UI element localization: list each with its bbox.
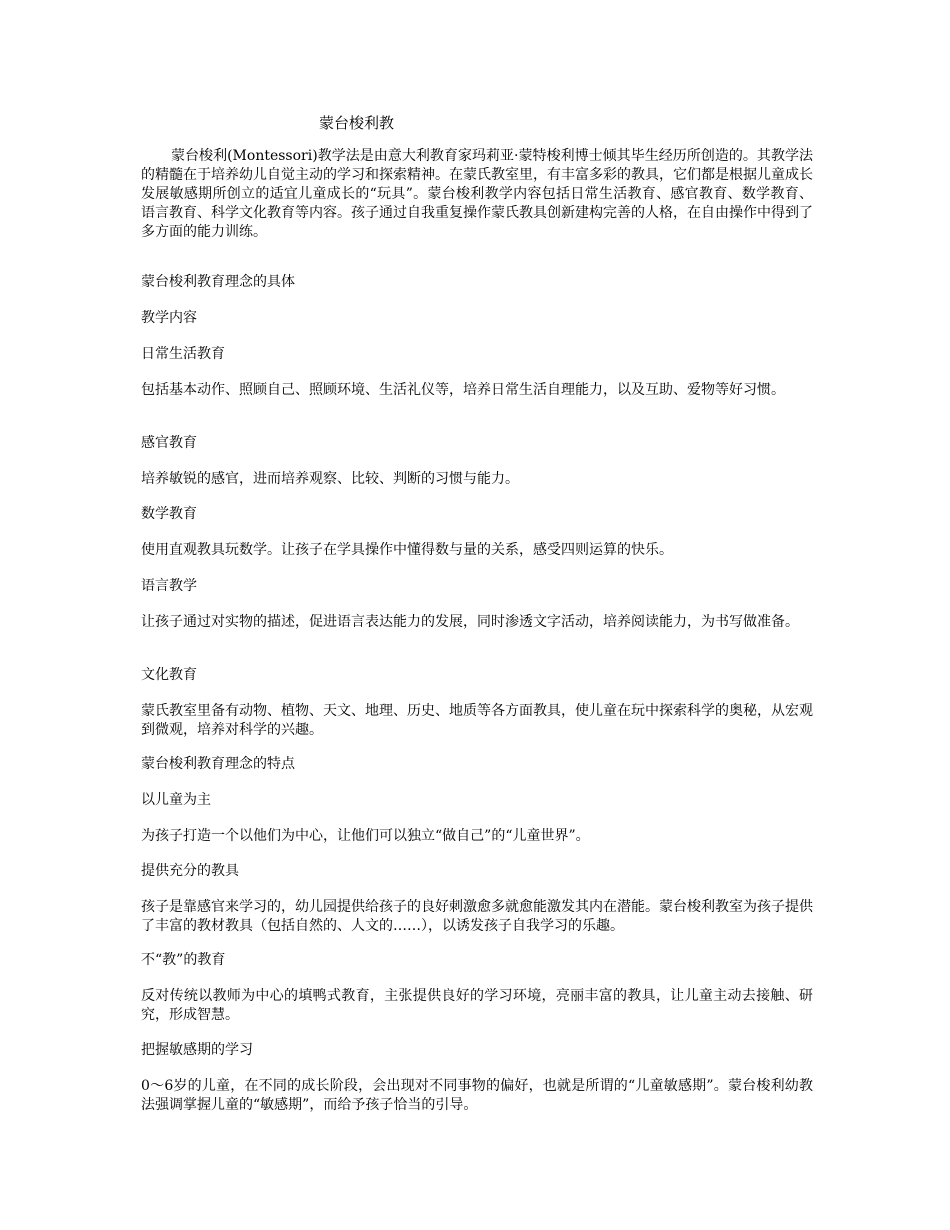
section-heading-features: 蒙台梭利教育理念的特点 (141, 756, 295, 772)
subheading-math: 数学教育 (141, 506, 197, 522)
document-title: 蒙台梭利教 (319, 114, 395, 132)
paragraph-sensory: 培养敏锐的感官，进而培养观察、比较、判断的习惯与能力。 (141, 471, 519, 487)
paragraph-sensitive-period: 0～6岁的儿童，在不同的成长阶段，会出现对不同事物的偏好，也就是所谓的“儿童敏感期”。蒙台梭利幼教法强调掌握儿童的“敏感期”，而给予孩子恰当的引导。 (141, 1078, 813, 1113)
paragraph-math: 使用直观教具玩数学。让孩子在学具操作中懂得数与量的关系，感受四则运算的快乐。 (141, 542, 673, 558)
paragraph-culture: 蒙氏教室里备有动物、植物、天文、地理、历史、地质等各方面教具，使儿童在玩中探索科学的奥秘，从宏观到微观，培养对科学的兴趣。 (141, 703, 813, 738)
subheading-language: 语言教学 (141, 578, 197, 594)
subheading-daily-life: 日常生活教育 (141, 346, 225, 362)
subheading-sensitive-period: 把握敏感期的学习 (141, 1042, 253, 1058)
paragraph-language: 让孩子通过对实物的描述，促进语言表达能力的发展，同时渗透文字活动，培养阅读能力，为书写做准备。 (141, 614, 799, 630)
section-heading-concept: 蒙台梭利教育理念的具体 (141, 274, 295, 290)
subheading-culture: 文化教育 (141, 667, 197, 683)
intro-paragraph: 蒙台梭利(Montessori)教学法是由意大利教育家玛莉亚·蒙特梭利博士倾其毕生经历所创造的。其教学法的精髓在于培养幼儿自觉主动的学习和探索精神。在蒙氏教室里，有丰富多彩的教具，它们都是根据儿童成长发展敏感期所创立的适宜儿童成长的“玩具”。蒙台梭利教学内容包括日常生活教育、感官教育、数学教育、语言教育、科学文化教育等内容。孩子通过自我重复操作蒙氏教具创新建构完善的人格，在自由操作中得到了多方面的能力训练。 (141, 148, 813, 240)
subheading-child-centered: 以儿童为主 (141, 792, 211, 808)
subheading-sensory: 感官教育 (141, 435, 197, 451)
paragraph-no-teaching: 反对传统以教师为中心的填鸭式教育，主张提供良好的学习环境，亮丽丰富的教具，让儿童主动去接触、研究，形成智慧。 (141, 988, 813, 1023)
subheading-teaching-content: 教学内容 (141, 310, 197, 326)
paragraph-child-centered: 为孩子打造一个以他们为中心，让他们可以独立“做自己”的“儿童世界”。 (141, 828, 590, 844)
subheading-no-teaching: 不“教”的教育 (141, 952, 226, 968)
paragraph-daily-life: 包括基本动作、照顾自己、照顾环境、生活礼仪等，培养日常生活自理能力，以及互助、爱物等好习惯。 (141, 382, 785, 398)
subheading-materials: 提供充分的教具 (141, 863, 239, 879)
paragraph-materials: 孩子是靠感官来学习的，幼儿园提供给孩子的良好刺激愈多就愈能激发其内在潜能。蒙台梭利教室为孩子提供了丰富的教材教具（包括自然的、人文的……），以诱发孩子自我学习的乐趣。 (141, 899, 813, 934)
